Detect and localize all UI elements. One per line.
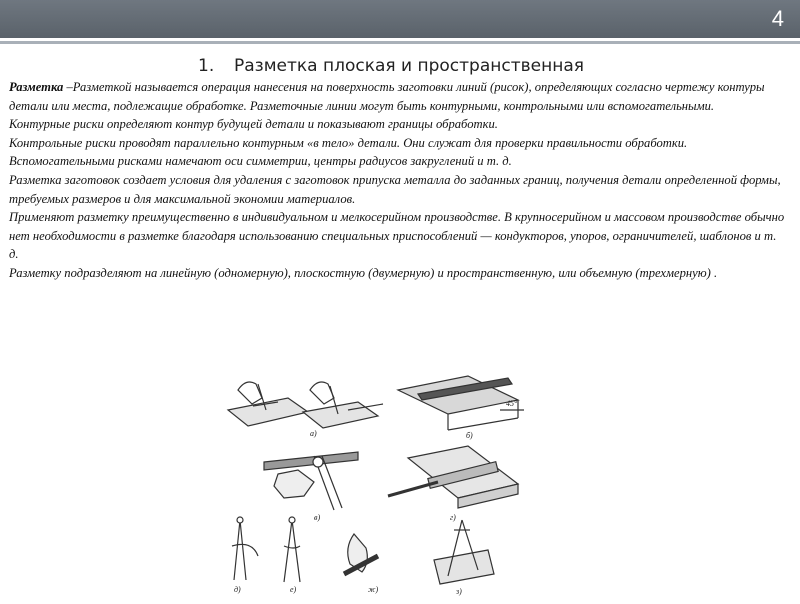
label-zh: ж) (368, 585, 379, 594)
header-rule (0, 41, 800, 44)
definition-text: –Разметкой называется операция нанесения на поверхность заготовки линий (рисок), определяющих согласно чертежу контуры детали или места, подлежащие обработке. Разметочные линии могут быть контурными, контрольными или вспомогательными. (9, 80, 765, 113)
label-e: е) (290, 585, 297, 594)
paragraph-contour: Контурные риски определяют контур будущей детали и показывают границы обработки. (9, 117, 498, 132)
label-v: в) (314, 513, 321, 522)
paragraph-purpose: Разметка заготовок создает условия для удаления с заготовок припуска металла до заданных границ, получения детали определенной формы, требуемых размеров и для максимальной экономии материалов. (9, 172, 781, 206)
label-g: г) (450, 513, 456, 522)
body-text (9, 78, 789, 283)
label-a: а) (310, 429, 317, 438)
figure-b-illustration (398, 376, 524, 440)
paragraph-auxiliary: Вспомогательными рисками намечают оси симметрии, центры радиусов закруглений и т. д. (9, 154, 512, 169)
label-b: б) (466, 431, 473, 440)
marking-tools-figure (218, 370, 538, 600)
figure-d-illustration (232, 517, 258, 594)
figure-v-illustration (264, 452, 358, 522)
page-number: 4 (771, 6, 784, 31)
title-number: 1. (198, 56, 215, 76)
label-angle: 45° (506, 399, 518, 408)
title-text: Разметка плоская и пространственная (234, 56, 584, 76)
figure-z-illustration (434, 520, 494, 596)
figure-g-illustration (388, 446, 518, 522)
paragraph-application: Применяют разметку преимущественно в индивидуальном и мелкосерийном производстве. В крупносерийном и массовом производстве обычно нет необходимости в разметке благодаря использованию специальных приспособлений — кондукторов, упоров, ограничителей, шаблонов и т. д. (9, 210, 785, 262)
label-z: з) (456, 587, 462, 596)
term-razmetka: Разметка (9, 80, 64, 94)
top-bar (0, 0, 800, 38)
slide-title (198, 56, 584, 76)
paragraph-types: Разметку подразделяют на линейную (одномерную), плоскостную (двумерную) и пространственную, или объемную (трехмерную) . (9, 265, 718, 280)
figure-zh-illustration (344, 534, 378, 594)
figure-e-illustration (284, 517, 300, 594)
figure-a-illustration (228, 382, 383, 438)
label-d: д) (234, 585, 241, 594)
paragraph-control: Контрольные риски проводят параллельно контурным «в тело» детали. Они служат для проверки правильности обработки. (9, 135, 688, 150)
paragraph-definition (9, 78, 789, 115)
